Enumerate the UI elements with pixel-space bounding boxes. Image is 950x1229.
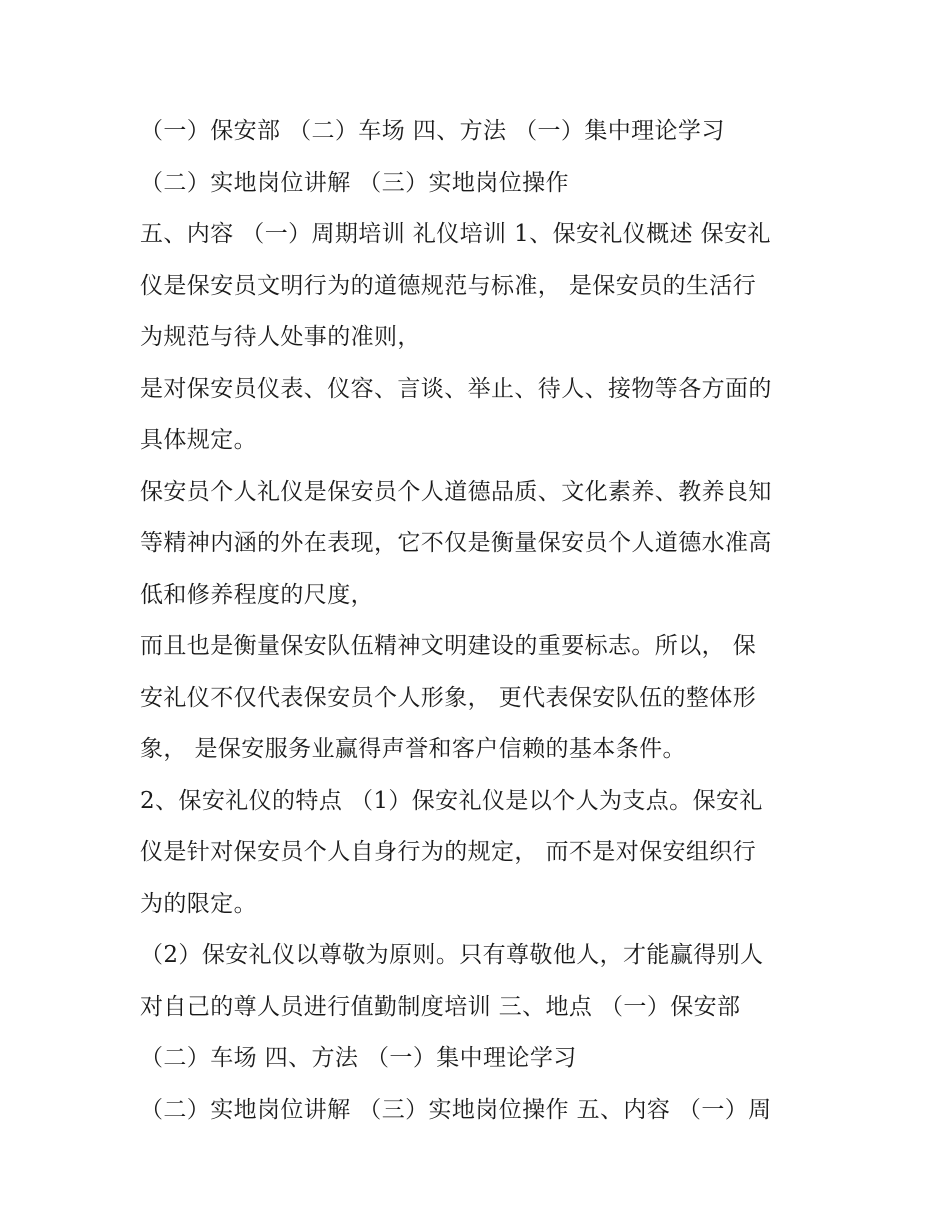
text-line: 低和修养程度的尺度， xyxy=(140,581,374,608)
text-line: 仪是保安员文明行为的道德规范与标准， 是保安员的生活行 xyxy=(140,272,757,299)
text-line: （二）车场 四、方法 （一）集中理论学习 xyxy=(140,1045,577,1071)
text-line: 而且也是衡量保安队伍精神文明建设的重要标志。所以， 保 xyxy=(140,633,757,659)
text-line: 为的限定。 xyxy=(140,890,257,917)
text-line: 仪是针对保安员个人自身行为的规定， 而不是对保安组织行 xyxy=(140,839,757,865)
text-line: 等精神内涵的外在表现，它不仅是衡量保安员个人道德水准高 xyxy=(140,530,772,556)
text-line: 安礼仪不仅代表保安员个人形象， 更代表保安队伍的整体形 xyxy=(140,684,757,711)
text-line: 为规范与待人处事的准则， xyxy=(140,324,421,350)
text-line: 对自己的尊人员进行值勤制度培训 三、地点 （一）保安部 xyxy=(140,993,741,1020)
text-line: 2、保安礼仪的特点 （1）保安礼仪是以个人为支点。保安礼 xyxy=(140,787,763,814)
text-line: （二）实地岗位讲解 （三）实地岗位操作 xyxy=(140,169,569,196)
text-line: 五、内容 （一）周期培训 礼仪培训 1、保安礼仪概述 保安礼 xyxy=(140,221,771,247)
text-line: 保安员个人礼仪是保安员个人道德品质、文化素养、教养良知 xyxy=(140,478,772,505)
text-line: （二）实地岗位讲解 （三）实地岗位操作 五、内容 （一）周 xyxy=(140,1096,772,1123)
text-line: 是对保安员仪表、仪容、言谈、举止、待人、接物等各方面的 xyxy=(140,375,772,402)
text-line: （一）保安部 （二）车场 四、方法 （一）集中理论学习 xyxy=(140,118,725,144)
text-line: 象， 是保安服务业赢得声誉和客户信赖的基本条件。 xyxy=(140,736,686,762)
document-body xyxy=(140,106,820,1136)
text-line: （2）保安礼仪以尊敬为原则。只有尊敬他人，才能赢得别人 xyxy=(140,942,764,968)
text-line: 具体规定。 xyxy=(140,427,257,453)
